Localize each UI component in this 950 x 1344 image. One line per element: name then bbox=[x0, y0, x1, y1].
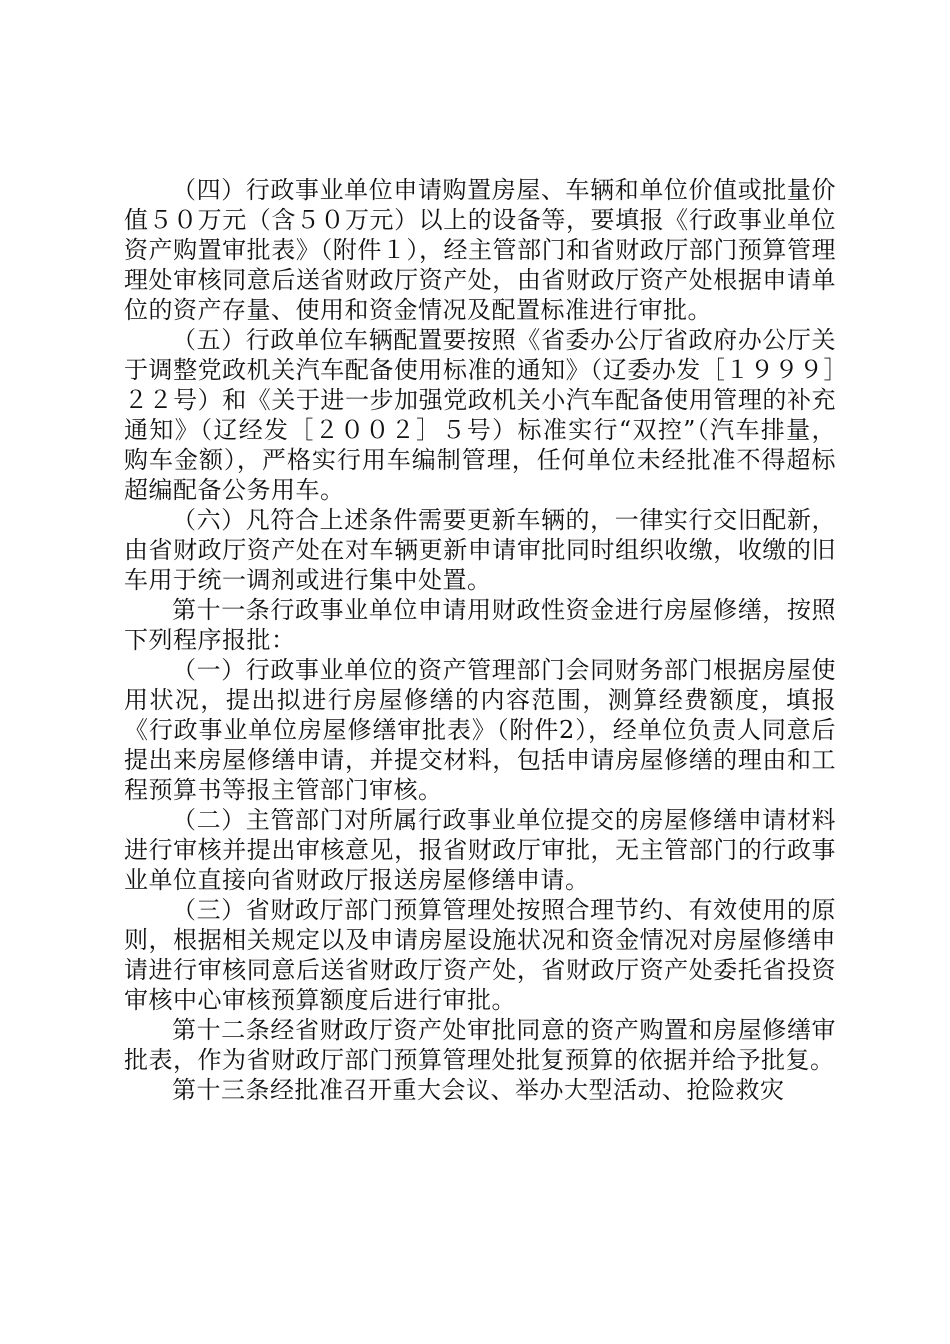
paragraph-item-6: （六）凡符合上述条件需要更新车辆的，一律实行交旧配新，由省财政厅资产处在对车辆更新申请审批同时组织收缴，收缴的旧车用于统一调剂或进行集中处置。 bbox=[124, 506, 836, 594]
paragraph-item-5: （五）行政单位车辆配置要按照《省委办公厅省政府办公厅关于调整党政机关汽车配备使用标准的通知》（辽委办发［１９９９］２２号）和《关于进一步加强党政机关小汽车配备使用管理的补充通知》（辽经发［２００２］５号）标准实行“双控”（汽车排量，购车金额），严格实行用车编制管理，任何单位未经批准不得超标超编配备公务用车。 bbox=[124, 326, 836, 504]
paragraph-item-4: （四）行政事业单位申请购置房屋、车辆和单位价值或批量价值５０万元（含５０万元）以上的设备等，要填报《行政事业单位资产购置审批表》（附件１），经主管部门和省财政厅部门预算管理理处审核同意后送省财政厅资产处，由省财政厅资产处根据申请单位的资产存量、使用和资金情况及配置标准进行审批。 bbox=[124, 176, 836, 324]
paragraph-item-1: （一）行政事业单位的资产管理部门会同财务部门根据房屋使用状况，提出拟进行房屋修缮的内容范围，测算经费额度，填报《行政事业单位房屋修缮审批表》（附件2），经单位负责人同意后提出来房屋修缮申请，并提交材料，包括申请房屋修缮的理由和工程预算书等报主管部门审核。 bbox=[124, 656, 836, 804]
paragraph-item-3: （三）省财政厅部门预算管理处按照合理节约、有效使用的原则，根据相关规定以及申请房屋设施状况和资金情况对房屋修缮申请进行审核同意后送省财政厅资产处，省财政厅资产处委托省投资审核中心审核预算额度后进行审批。 bbox=[124, 896, 836, 1014]
article-13-paragraph: 第十三条经批准召开重大会议、举办大型活动、抢险救灾 bbox=[172, 1076, 785, 1104]
article-12-paragraph: 第十二条经省财政厅资产处审批同意的资产购置和房屋修缮审批表，作为省财政厅部门预算管理处批复预算的依据并给予批复。 bbox=[124, 1016, 836, 1074]
document-body bbox=[124, 175, 836, 1105]
article-11-heading: 第十一条行政事业单位申请用财政性资金进行房屋修缮，按照下列程序报批： bbox=[124, 596, 836, 654]
paragraph-item-2: （二）主管部门对所属行政事业单位提交的房屋修缮申请材料进行审核并提出审核意见，报省财政厅审批，无主管部门的行政事业单位直接向省财政厅报送房屋修缮申请。 bbox=[124, 806, 836, 894]
